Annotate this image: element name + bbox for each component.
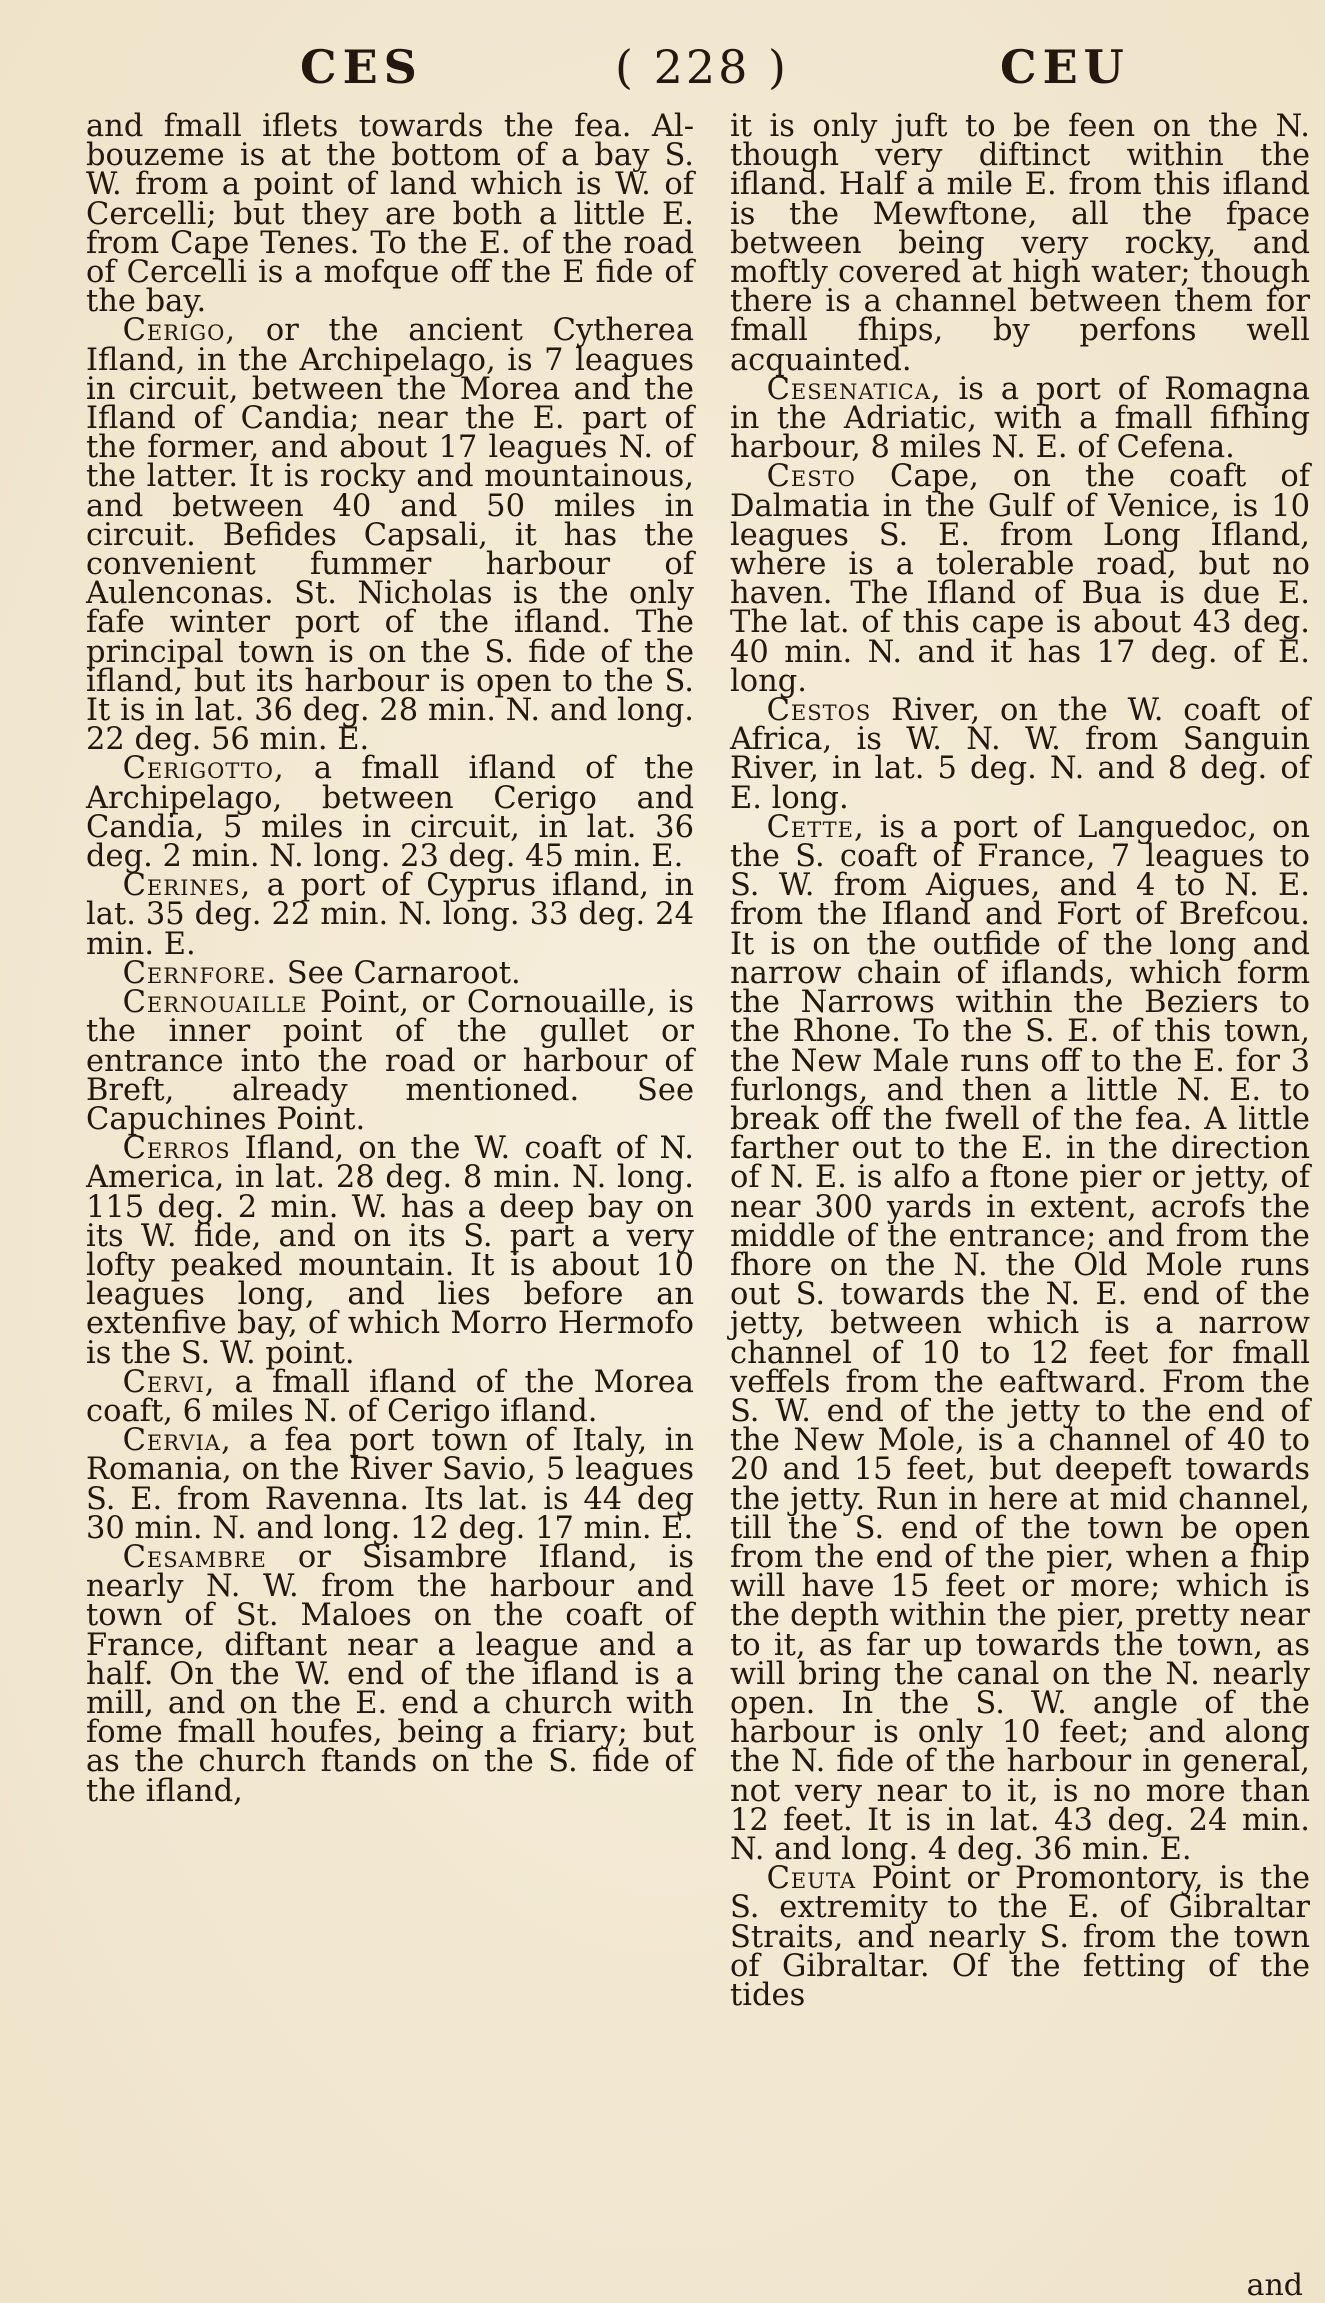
catchword: and (1246, 2268, 1303, 2303)
page-number: ( 228 ) (615, 40, 789, 94)
entry-paragraph: it is only juft to be feen on the N. though very diftinct within the ifland. Half a mile E. from this ifland is the Mewftone, all the fpace between being very rocky, and moftly covered at high water; though there is a channel between them for fmall fhips, by perfons well acquainted. (730, 109, 1310, 378)
entry-headword: Cerines, (122, 868, 252, 904)
entry-paragraph: and fmall iflets towards the fea. Al- bouzeme is at the bottom of a bay S. W. from a point of land which is W. of Cercelli; but they are both a little E. from Cape Tenes. To the E. of the road of Cercelli is a mofque off the E fide of the bay. (86, 109, 694, 320)
entry-paragraph: Cervia, a fea port town of Italy, in Romania, on the River Savio, 5 leagues S. E. from Ravenna. Its lat. is 44 deg 30 min. N. and long. 12 deg. 17 min. E. (86, 1423, 694, 1546)
entry-headword: Cesenatica, (766, 371, 942, 407)
entry-paragraph: Cesto Cape, on the coaft of Dalmatia in the Gulf of Venice, is 10 leagues S. E. from Long Ifland, where is a tolerable road, but no haven. The Ifland of Bua is due E. The lat. of this cape is about 43 deg. 40 min. N. and it has 17 deg. of E. long. (730, 459, 1310, 699)
entry-headword: Cerigotto, (122, 751, 285, 787)
entry-paragraph: Cerros Ifland, on the W. coaft of N. America, in lat. 28 deg. 8 min. N. long. 115 deg. 2 min. W. has a deep bay on its W. fide, and on its S. part a very lofty peaked mountain. It is about 10 leagues long, and lies before an extenfive bay, of which Morro Hermofo is the S. W. point. (86, 1131, 694, 1371)
entry-paragraph: Cerines, a port of Cyprus ifland, in lat. 35 deg. 22 min. N. long. 33 deg. 24 min. E. (86, 868, 695, 962)
entry-headword: Cerigo, (122, 313, 237, 349)
entry-headword: Cesambre (122, 1539, 267, 1575)
entry-paragraph: Ceuta Point or Promontory, is the S. extremity to the E. of Gibraltar Straits, and nearly S. from the town of Gibraltar. Of the fetting of the tides (730, 1861, 1310, 2013)
entry-headword: Cette, (766, 809, 865, 845)
entry-headword: Cervia, (122, 1423, 232, 1459)
running-header (0, 40, 1325, 100)
entry-headword: Cestos (766, 693, 872, 729)
entry-paragraph: Cesenatica, is a port of Romagna in the Adriatic, with a fmall fifhing harbour, 8 miles N. E. of Cefena. (730, 371, 1311, 466)
entry-paragraph: Cernouaille Point, or Cornouaille, is the inner point of the gullet or entrance into the road or harbour of Breft, already mentioned. See Capuchines Point. (86, 985, 694, 1137)
entry-headword: Cesto (766, 459, 856, 495)
header-left-word: CES (300, 40, 423, 94)
right-column (730, 109, 1311, 2013)
entry-paragraph: Cernfore. See Carnaroot. (122, 955, 521, 991)
entry-paragraph: Cervi, a fmall ifland of the Morea coaft, 6 miles N. of Cerigo ifland. (86, 1364, 694, 1429)
entry-headword: Cernouaille (122, 985, 308, 1021)
entry-paragraph: Cesambre or Sisambre Ifland, is nearly N. W. from the harbour and town of St. Maloes on the coaft of France, diftant near a league and a half. On the W. end of the ifland is a mill, and on the E. end a church with fome fmall houfes, being a friary; but as the church ftands on the S. fide of the ifland, (86, 1539, 694, 1809)
entry-headword: Cervi, (122, 1364, 216, 1400)
entry-paragraph: Cerigo, or the ancient Cytherea Ifland, in the Archipelago, is 7 leagues in circuit, between the Morea and the Ifland of Candia; near the E. part of the former, and about 17 leagues N. of the latter. It is rocky and mountainous, and between 40 and 50 miles in circuit. Befides Capsali, it has the convenient fummer harbour of Aulenconas. St. Nicholas is the only fafe winter port of the ifland. The principal town is on the S. fide of the ifland, but its harbour is open to the S. It is in lat. 36 deg. 28 min. N. and long. 22 deg. 56 min. E. (86, 313, 694, 758)
entry-paragraph: Cerigotto, a fmall ifland of the Archipelago, between Cerigo and Candia, 5 miles in circuit, in lat. 36 deg. 2 min. N. long. 23 deg. 45 min. E. (86, 751, 694, 875)
entry-headword: Cerros (122, 1131, 231, 1167)
entry-paragraph: Cette, is a port of Languedoc, on the S. coaft of France, 7 leagues to S. W. from Aigues, and 4 to N. E. from the Ifland and Fort of Brefcou. It is on the outfide of the long and narrow chain of iflands, which form the Narrows within the Beziers to the Rhone. To the S. E. of this town, the New Male runs off to the E. for 3 furlongs, and then a little N. E. to break off the fwell of the fea. A little farther out to the E. in the direction of N. E. is alfo a ftone pier or jetty, of near 300 yards in extent, acrofs the middle of the entrance; and from the fhore on the N. the Old Mole runs out S. towards the N. E. end of the jetty, between which is a narrow channel of 10 to 12 feet for fmall veffels from the eaftward. From the S. W. end of the jetty to the end of the New Mole, is a channel of 40 to 20 and 15 feet, but deepeft towards the jetty. Run in here at mid channel, till the S. end of the town be open from the end of the pier, when a fhip will have 15 feet or more; which is the depth within the pier, pretty near to it, as far up towards the town, as will bring the canal on the N. nearly open. In the S. W. angle of the harbour is only 10 feet; and along the N. fide of the harbour in general, not very near to it, is no more than 12 feet. It is in lat. 43 deg. 24 min. N. and long. 4 deg. 36 min. E. (730, 809, 1310, 1867)
header-right-word: CEU (1000, 40, 1130, 94)
entry-headword: Ceuta (766, 1861, 856, 1897)
entry-paragraph: Cestos River, on the W. coaft of Africa, is W. N. W. from Sanguin River, in lat. 5 deg. N. and 8 deg. of E. long. (730, 693, 1310, 816)
left-column (86, 109, 695, 1809)
entry-headword: Cernfore. (122, 955, 278, 991)
